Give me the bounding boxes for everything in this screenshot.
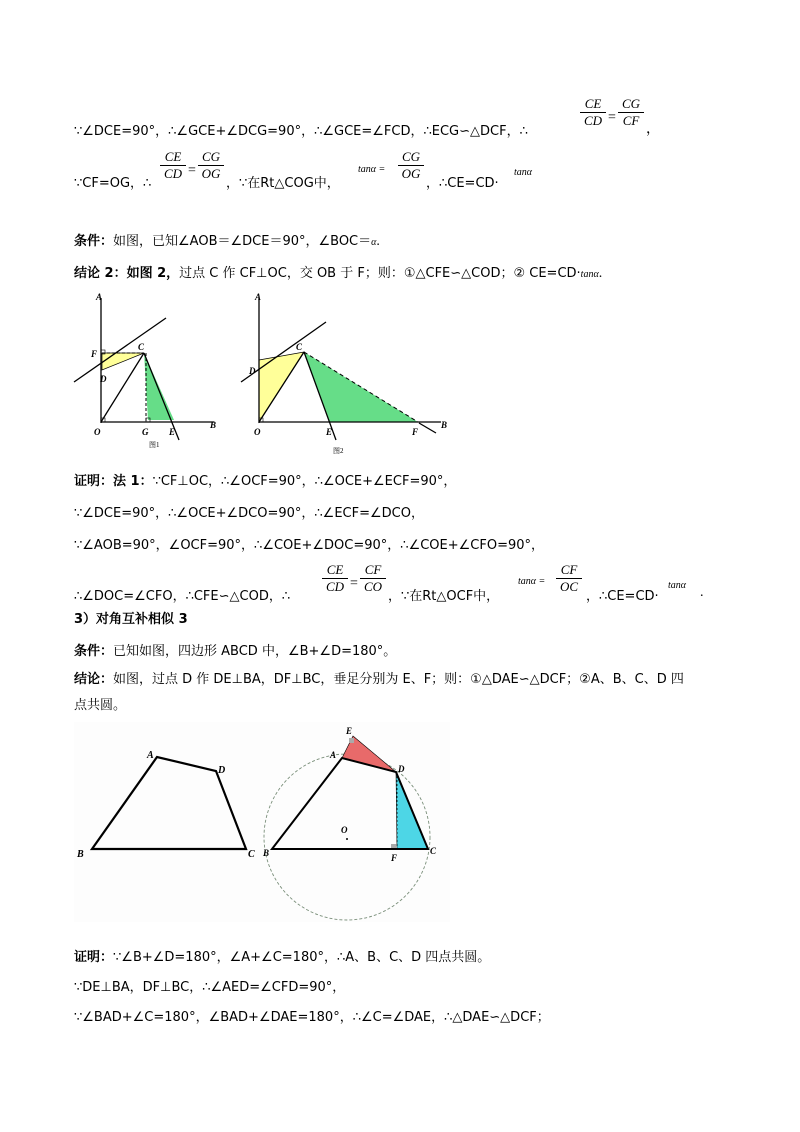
fig2-label-b: B <box>441 420 448 430</box>
fig1-yellow-triangle <box>102 353 144 370</box>
fraction-cf-oc: $\frac{CF}{OC}$ <box>556 562 582 595</box>
fig2-label-a: A <box>255 292 262 302</box>
fraction-cg-og: $\frac{CG}{OG}$ <box>198 149 224 182</box>
proof-2-line-4a: ∴∠DOC=∠CFO，∴CFE∽△COD，∴ <box>74 589 291 604</box>
figure-3 <box>74 722 264 922</box>
figure-1 <box>74 290 224 450</box>
fig1-label-b: B <box>210 420 217 430</box>
proof-3-line-3: ∵∠BAD+∠C=180°，∠BAD+∠DAE=180°，∴∠C=∠DAE，∴△DAE∽△DCF； <box>74 1010 550 1025</box>
proof-line-2a: ∵CF=OG，∴ <box>74 176 152 191</box>
fig2-label-o: O <box>254 427 261 437</box>
fig4-label-e: E <box>346 726 353 736</box>
fig1-label-c: C <box>138 342 145 352</box>
fig1-label-g: G <box>142 427 149 437</box>
fig1-label-e: E <box>169 427 176 437</box>
fig1-label-o: O <box>94 427 101 437</box>
proof-2-line-1: 证明：法 1：∵CF⊥OC，∴∠OCF=90°，∴∠OCE+∠ECF=90°， <box>74 474 457 489</box>
proof-3-line-2: ∵DE⊥BA，DF⊥BC，∴∠AED=∠CFD=90°， <box>74 980 346 995</box>
fraction-ce-cd-3: $\frac{CE}{CD}$ <box>322 562 348 595</box>
fig3-label-a: A <box>147 750 154 761</box>
period: . <box>700 585 704 600</box>
fig3-label-c: C <box>248 849 255 860</box>
fraction-cf-co: $\frac{CF}{CO}$ <box>360 562 386 595</box>
fig4-label-d: D <box>398 764 405 774</box>
fraction-ce-cd-2: $\frac{CE}{CD}$ <box>160 149 186 182</box>
proof-line-2c: ，∴CE=CD· <box>426 176 499 191</box>
comma: ， <box>646 122 660 137</box>
equals-sign: = <box>608 110 616 125</box>
tan-alpha-label: tanα = <box>358 164 386 175</box>
fig4-label-b: B <box>263 848 270 858</box>
proof-3-line-1: 证明：∵∠B+∠D=180°，∠A+∠C=180°，∴A、B、C、D 四点共圆。 <box>74 950 491 965</box>
section-3-title: 3）对角互补相似 3 <box>74 612 188 627</box>
fig2-label-d: D <box>249 366 256 376</box>
fraction-cg-cf: $\frac{CG}{CF}$ <box>618 96 644 129</box>
fig2-caption: 图2 <box>333 447 344 455</box>
proof-2-line-2: ∵∠DCE=90°，∴∠OCE+∠DCO=90°，∴∠ECF=∠DCO， <box>74 506 424 521</box>
proof-2-line-4c: ，∴CE=CD· <box>586 589 659 604</box>
fig4-label-o: O <box>341 825 348 835</box>
fig1-label-a: A <box>96 292 103 302</box>
fig4-label-a: A <box>330 750 337 760</box>
equals-sign-3: = <box>350 576 358 591</box>
tan-alpha-end-2: tanα <box>668 580 687 591</box>
fraction-cg-og-2: $\frac{CG}{OG}$ <box>398 149 424 182</box>
fig4-label-f: F <box>391 853 398 863</box>
condition-3: 条件：已知如图，四边形 ABCD 中，∠B+∠D=180°。 <box>74 644 397 659</box>
fig2-label-f: F <box>412 427 419 437</box>
tan-alpha-end: tanα <box>514 167 533 178</box>
figure-2 <box>236 290 451 460</box>
conclusion-3: 结论：如图，过点 D 作 DE⊥BA，DF⊥BC，垂足分别为 E、F；则：①△DAE∽△DCF；②A、B、C、D 四 <box>74 672 684 687</box>
fig3-label-d: D <box>218 765 226 776</box>
fig3-label-b: B <box>77 849 84 860</box>
conclusion-3-line-2: 点共圆。 <box>74 698 127 713</box>
fig4-label-c: C <box>430 846 437 856</box>
fig2-label-e: E <box>326 427 333 437</box>
fraction-ce-cd: $\frac{CE}{CD}$ <box>580 96 606 129</box>
conclusion-2: 结论 2：如图 2，过点 C 作 CF⊥OC，交 OB 于 F；则：①△CFE∽△COD；② CE=CD·tanα. <box>74 266 603 281</box>
proof-2-line-3: ∵∠AOB=90°，∠OCF=90°，∴∠COE+∠DOC=90°，∴∠COE+∠CFO=90°， <box>74 538 545 553</box>
equals-sign-2: = <box>188 163 196 178</box>
fig1-caption: 图1 <box>149 441 160 449</box>
proof-2-line-4b: ，∵在Rt△OCF中， <box>388 589 500 604</box>
condition-2: 条件：如图，已知∠AOB＝∠DCE＝90°，∠BOC＝α. <box>74 234 380 249</box>
proof-line-2b: ，∵在Rt△COG中， <box>226 176 340 191</box>
fig1-label-d: D <box>100 374 107 384</box>
proof-line-1: ∵∠DCE=90°，∴∠GCE+∠DCG=90°，∴∠GCE=∠FCD，∴ECG∽△DCF，∴ <box>74 124 528 139</box>
fig2-label-c: C <box>296 342 303 352</box>
tan-alpha-label-2: tanα = <box>518 576 546 587</box>
fig1-label-f: F <box>91 349 98 359</box>
figure-4 <box>264 722 450 922</box>
